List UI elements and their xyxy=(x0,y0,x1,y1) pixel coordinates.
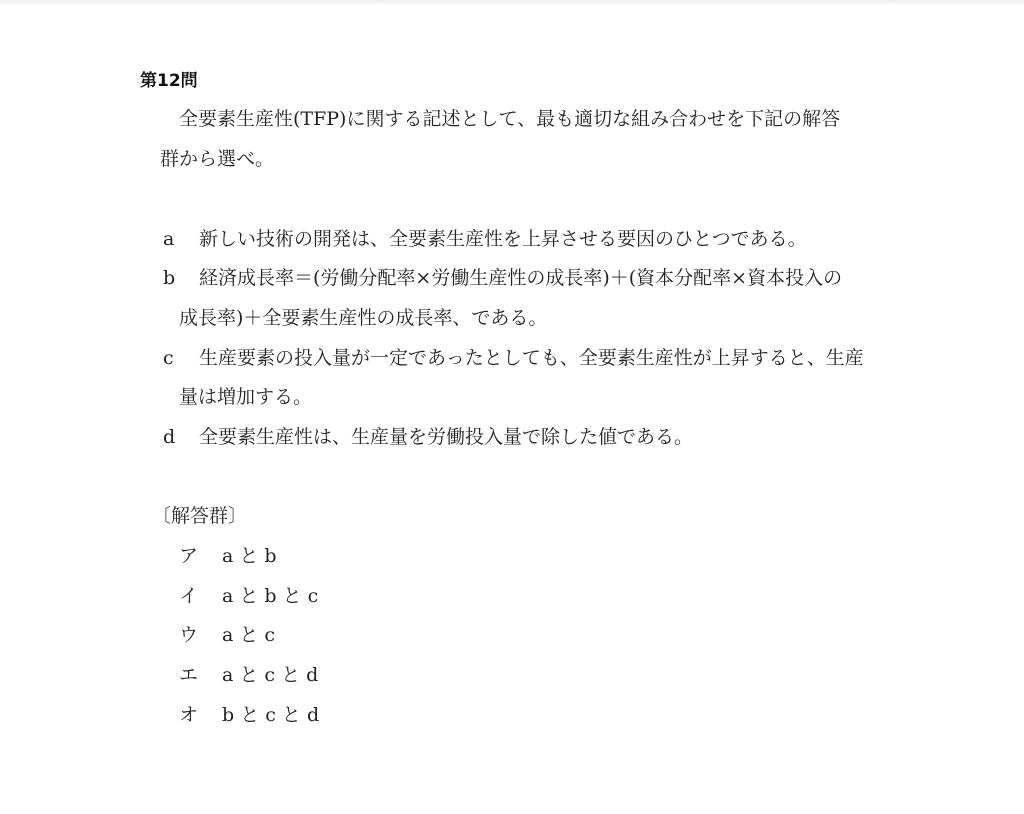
statement-c-text-line-1: 生産要素の投入量が一定であったとしても、全要素生産性が上昇すると、生産 xyxy=(199,347,864,369)
option-u-kana: ウ xyxy=(179,624,199,646)
question-title: 第12問 xyxy=(140,71,198,91)
option-i-kana: イ xyxy=(179,585,199,607)
statement-d-label: d xyxy=(163,426,176,448)
statement-b-label: b xyxy=(163,267,176,289)
statement-a-label: a xyxy=(163,228,175,250)
option-i-text: a と b と c xyxy=(222,585,319,607)
statement-c-text-line-2: 量は増加する。 xyxy=(179,386,313,408)
option-u-text: a と c xyxy=(222,624,276,646)
answer-group-heading: 〔解答群〕 xyxy=(152,505,248,527)
question-prompt-line-1: 全要素生産性(TFP)に関する記述として、最も適切な組み合わせを下記の解答 xyxy=(179,108,841,130)
option-e-text: a と c と d xyxy=(222,664,319,686)
question-prompt-line-2: 群から選べ。 xyxy=(160,148,275,170)
option-o-text: b と c と d xyxy=(222,704,320,726)
option-o-kana: オ xyxy=(179,704,199,726)
option-a-kana: ア xyxy=(179,545,199,567)
statement-b-text-line-1: 経済成長率＝(労働分配率×労働生産性の成長率)＋(資本分配率×資本投入の xyxy=(199,267,843,289)
statement-b-text-line-2: 成長率)＋全要素生産性の成長率、である。 xyxy=(179,307,548,329)
statement-d-text: 全要素生産性は、生産量を労働投入量で除した値である。 xyxy=(199,426,694,448)
statement-a-text: 新しい技術の開発は、全要素生産性を上昇させる要因のひとつである。 xyxy=(199,228,807,250)
statement-c-label: c xyxy=(163,347,174,369)
option-e-kana: エ xyxy=(179,664,199,686)
option-a-text: a と b xyxy=(222,545,277,567)
